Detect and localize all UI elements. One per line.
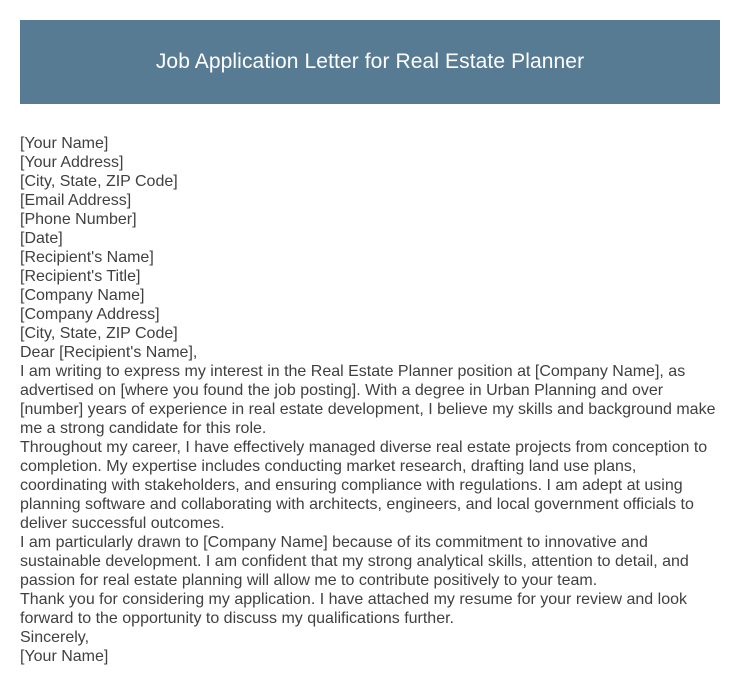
sender-email: [Email Address] bbox=[20, 192, 132, 209]
salutation: Dear [Recipient's Name], bbox=[20, 344, 198, 361]
letter-date: [Date] bbox=[20, 230, 63, 247]
paragraph-line: passion for real estate planning will allow me to contribute positively to your team. bbox=[20, 572, 598, 589]
recipient-name: [Recipient's Name] bbox=[20, 249, 154, 266]
sender-city-state-zip: [City, State, ZIP Code] bbox=[20, 173, 178, 190]
paragraph-line: completion. My expertise includes conducting market research, drafting land use plans, bbox=[20, 458, 637, 475]
sender-address: [Your Address] bbox=[20, 154, 124, 171]
paragraph-line: I am writing to express my interest in the Real Estate Planner position at [Company Name], as bbox=[20, 363, 686, 380]
company-address: [Company Address] bbox=[20, 306, 160, 323]
signature-name: [Your Name] bbox=[20, 648, 109, 665]
page-title: Job Application Letter for Real Estate Planner bbox=[155, 50, 585, 73]
paragraph-line: me a strong candidate for this role. bbox=[20, 420, 267, 437]
paragraph-line: planning software and collaborating with architects, engineers, and local government officials to bbox=[20, 496, 694, 513]
paragraph-line: deliver successful outcomes. bbox=[20, 515, 225, 532]
paragraph-line: Thank you for considering my application. I have attached my resume for your review and look bbox=[20, 591, 687, 608]
company-name: [Company Name] bbox=[20, 287, 145, 304]
paragraph-line: sustainable development. I am confident that my strong analytical skills, attention to detail, and bbox=[20, 553, 689, 570]
paragraph-line: advertised on [where you found the job posting]. With a degree in Urban Planning and over bbox=[20, 382, 664, 399]
paragraph-line: forward to the opportunity to discuss my qualifications further. bbox=[20, 610, 454, 627]
paragraph-line: I am particularly drawn to [Company Name] because of its commitment to innovative and bbox=[20, 534, 648, 551]
header-banner bbox=[20, 20, 720, 104]
sender-phone: [Phone Number] bbox=[20, 211, 137, 228]
sender-name: [Your Name] bbox=[20, 135, 109, 152]
closing: Sincerely, bbox=[20, 629, 90, 646]
letter-body bbox=[20, 134, 720, 666]
paragraph-line: coordinating with stakeholders, and ensuring compliance with regulations. I am adept at using bbox=[20, 477, 683, 494]
paragraph-line: Throughout my career, I have effectively managed diverse real estate projects from conception to bbox=[20, 439, 708, 456]
paragraph-line: [number] years of experience in real estate development, I believe my skills and background make bbox=[20, 401, 716, 418]
recipient-title: [Recipient's Title] bbox=[20, 268, 141, 285]
company-city-state-zip: [City, State, ZIP Code] bbox=[20, 325, 178, 342]
